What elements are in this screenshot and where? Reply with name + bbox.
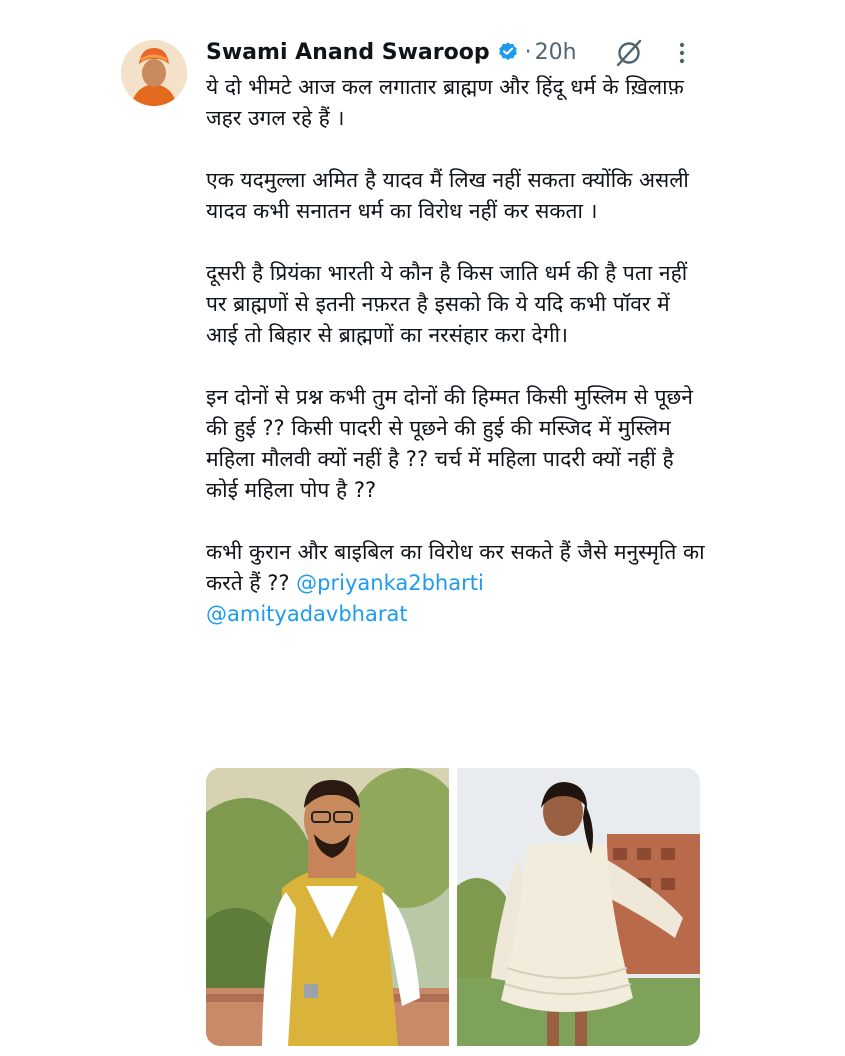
- grok-icon[interactable]: [614, 38, 644, 68]
- display-name[interactable]: Swami Anand Swaroop: [206, 39, 490, 65]
- photo-right[interactable]: [457, 768, 700, 1046]
- mention-link[interactable]: @priyanka2bharti: [296, 571, 484, 595]
- tweet-paragraph: एक यदमुल्ला अमित है यादव मैं लिख नहीं सकता क्योंकि असली यादव कभी सनातन धर्म का विरोध नहीं कर सकता ।: [206, 168, 689, 223]
- photo-left[interactable]: [206, 768, 449, 1046]
- mention-link[interactable]: @amityadavbharat: [206, 602, 408, 626]
- separator-dot: ·: [524, 39, 532, 65]
- tweet-media: [206, 768, 700, 1046]
- tweet-paragraph: इन दोनों से प्रश्न कभी तुम दोनों की हिम्मत किसी मुस्लिम से पूछने की हुई ?? किसी पादरी से पूछने की हुई की मस्जिद में मुस्लिम महिला मौलवी क्यों नहीं है ?? चर्च में महिला पादरी क्यों नहीं है कोई महिला पोप है ??: [206, 385, 693, 502]
- more-options-icon[interactable]: [673, 38, 691, 68]
- verified-badge-icon: [497, 41, 519, 63]
- tweet-header: [206, 36, 577, 68]
- tweet-paragraph: दूसरी है प्रियंका भारती ये कौन है किस जाति धर्म की है पता नहीं पर ब्राह्मणों से इतनी नफ़रत है इसको कि ये यदि कभी पॉवर में आई तो बिहार से ब्राह्मणों का नरसंहार करा देगी।: [206, 261, 688, 347]
- avatar[interactable]: [121, 40, 187, 106]
- tweet-text: [206, 72, 706, 630]
- tweet-paragraph-text: कभी कुरान और बाइबिल का विरोध कर सकते हैं जैसे मनुस्मृति का करते हैं ??: [206, 540, 705, 595]
- timestamp[interactable]: 20h: [534, 39, 577, 65]
- tweet-paragraph: ये दो भीमटे आज कल लगातार ब्राह्मण और हिंदू धर्म के ख़िलाफ़ जहर उगल रहे हैं ।: [206, 75, 684, 130]
- tweet-paragraph-last: [206, 537, 706, 630]
